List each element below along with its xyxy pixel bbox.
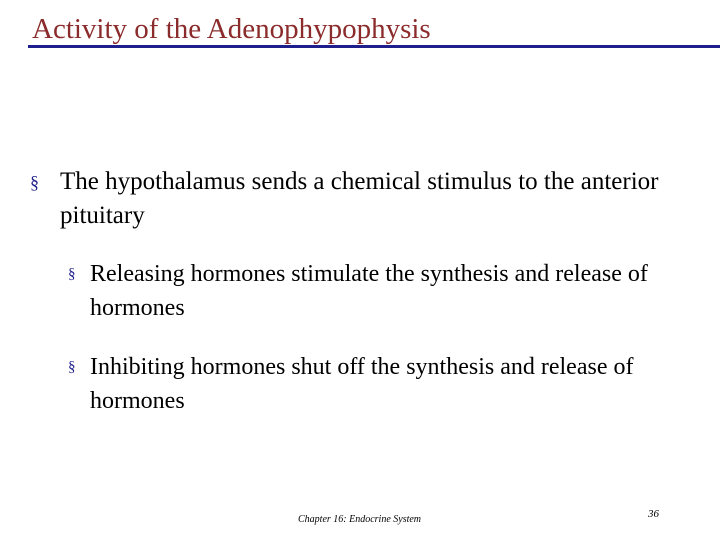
square-bullet-icon: § — [68, 266, 76, 282]
bullet-main — [30, 165, 690, 233]
bullet-main-text: The hypothalamus sends a chemical stimulus to the anterior pituitary — [60, 168, 659, 229]
sub-bullet-releasing-text: Releasing hormones stimulate the synthesis and release of hormones — [90, 261, 648, 321]
sub-bullet-inhibiting-text: Inhibiting hormones shut off the synthesis and release of hormones — [90, 354, 634, 414]
square-bullet-icon: § — [68, 359, 76, 375]
slide-title: Activity of the Adenophypophysis — [32, 13, 431, 45]
sub-bullet-releasing — [68, 257, 688, 325]
page-number: 36 — [648, 508, 659, 520]
footer-chapter: Chapter 16: Endocrine System — [298, 514, 422, 525]
sub-bullet-inhibiting — [68, 350, 688, 418]
title-underline — [28, 45, 720, 48]
square-bullet-icon: § — [30, 172, 39, 192]
